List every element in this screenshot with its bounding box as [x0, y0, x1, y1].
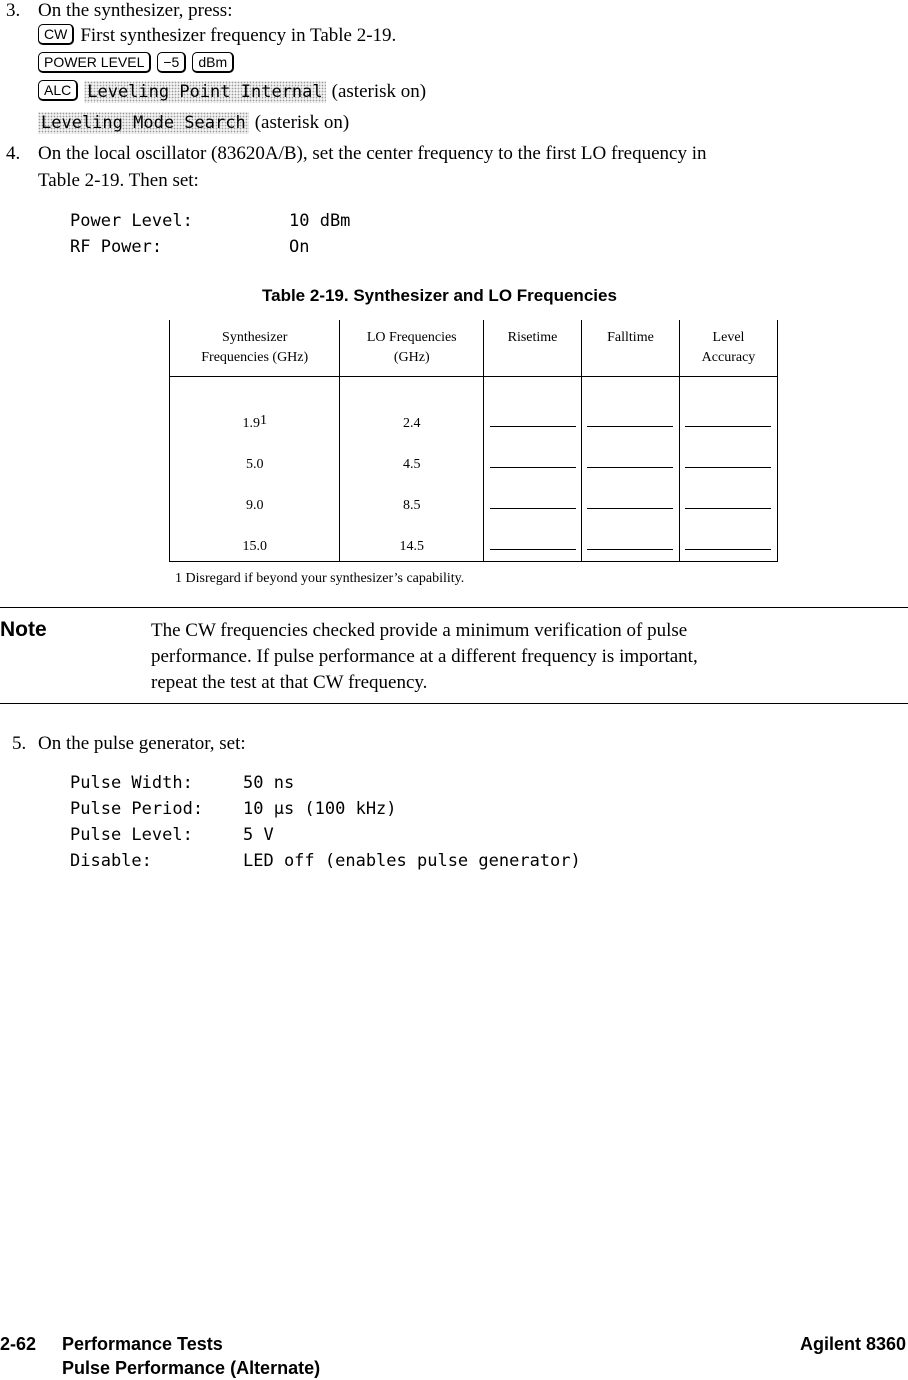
minus-five-key: −5 [157, 52, 186, 73]
falltime-blank [582, 377, 680, 439]
falltime-blank [582, 479, 680, 520]
param-label: Disable: [70, 851, 152, 871]
lo-cell: 4.5 [340, 438, 484, 479]
risetime-blank [484, 520, 582, 562]
param-label: Pulse Period: [70, 799, 204, 819]
asterisk-note-1: (asterisk on) [331, 81, 427, 102]
note-label: Note [0, 618, 47, 641]
table-header-row [170, 320, 778, 377]
leveling-mode-search-softkey: Leveling Mode Search [38, 112, 249, 134]
param-label: Power Level: [70, 211, 193, 231]
table-row [170, 479, 778, 520]
header-falltime: Falltime [582, 320, 680, 377]
level-accuracy-blank [679, 520, 777, 562]
level-accuracy-blank [679, 479, 777, 520]
footer-subsection: Pulse Performance (Alternate) [62, 1358, 321, 1378]
step-4-line-2: Table 2-19. Then set: [38, 170, 199, 191]
param-value: LED off (enables pulse generator) [243, 851, 581, 871]
footer-section: Performance Tests [62, 1334, 223, 1354]
param-label: Pulse Width: [70, 773, 193, 793]
frequency-table [169, 320, 778, 562]
step-4-params [70, 208, 350, 260]
dbm-key: dBm [192, 52, 234, 73]
header-level-accuracy: Level Accuracy [679, 320, 777, 377]
step-3-power-line [38, 52, 240, 75]
table-footnote: 1 Disregard if beyond your synthesizer’s capability. [175, 571, 465, 586]
param-pulse-width [70, 770, 581, 796]
risetime-blank [484, 479, 582, 520]
falltime-blank [582, 520, 680, 562]
cw-instruction: First synthesizer frequency in Table 2-19. [80, 25, 397, 46]
step-3-intro: On the synthesizer, press: [38, 0, 233, 21]
lo-cell: 2.4 [340, 377, 484, 439]
step-5-intro: On the pulse generator, set: [38, 733, 246, 754]
param-value: 10 dBm [289, 211, 351, 231]
note-body [151, 618, 698, 696]
footer-product: Agilent 8360 [799, 1334, 906, 1354]
table-row [170, 377, 778, 439]
param-label: Pulse Level: [70, 825, 193, 845]
param-value: 10 μs (100 kHz) [243, 799, 397, 819]
table-row [170, 520, 778, 562]
table-row [170, 438, 778, 479]
synth-cell: $1.9^1$ [170, 377, 340, 439]
param-pulse-period [70, 796, 581, 822]
level-accuracy-blank [679, 438, 777, 479]
asterisk-note-2: (asterisk on) [254, 112, 350, 133]
footer-page-number: 2-62 [0, 1334, 37, 1354]
step-4-number: 4. [6, 143, 21, 164]
lo-cell: 14.5 [340, 520, 484, 562]
param-rf-power [70, 234, 350, 260]
param-disable [70, 848, 581, 874]
falltime-blank [582, 438, 680, 479]
synth-cell: 5.0 [170, 438, 340, 479]
note-line-2: performance. If pulse performance at a different frequency is important, [151, 646, 698, 667]
cw-key: CW [38, 24, 74, 45]
note-line-3: repeat the test at that CW frequency. [151, 672, 428, 693]
note-top-rule [0, 607, 908, 608]
step-4-line-1: On the local oscillator (83620A/B), set the center frequency to the first LO frequency in [38, 143, 707, 164]
param-value: On [289, 237, 310, 257]
header-synth: Synthesizer Frequencies (GHz) [170, 320, 340, 377]
header-risetime: Risetime [484, 320, 582, 377]
param-pulse-level [70, 822, 581, 848]
risetime-blank [484, 438, 582, 479]
risetime-blank [484, 377, 582, 439]
footnote-marker: 1 [259, 413, 267, 428]
lo-cell: 8.5 [340, 479, 484, 520]
level-accuracy-blank [679, 377, 777, 439]
step-3-mode-line [38, 112, 349, 134]
note-bottom-rule [0, 703, 908, 704]
leveling-point-internal-softkey: Leveling Point Internal [84, 81, 325, 103]
note-line-1: The CW frequencies checked provide a minimum verification of pulse [151, 620, 688, 641]
header-lo: LO Frequencies (GHz) [340, 320, 484, 377]
step-5-number: 5. [12, 733, 27, 754]
table-caption: Table 2-19. Synthesizer and LO Frequencies [262, 286, 617, 305]
step-3-alc-line [38, 80, 426, 103]
param-power-level [70, 208, 350, 234]
alc-key: ALC [38, 80, 78, 101]
step-3-cw-line [38, 24, 396, 47]
param-label: RF Power: [70, 237, 163, 257]
power-level-key: POWER LEVEL [38, 52, 151, 73]
synth-cell: 9.0 [170, 479, 340, 520]
step-5-params [70, 770, 581, 874]
param-value: 50 ns [243, 773, 295, 793]
step-3-number: 3. [6, 0, 21, 21]
synth-cell: 15.0 [170, 520, 340, 562]
param-value: 5 V [243, 825, 274, 845]
